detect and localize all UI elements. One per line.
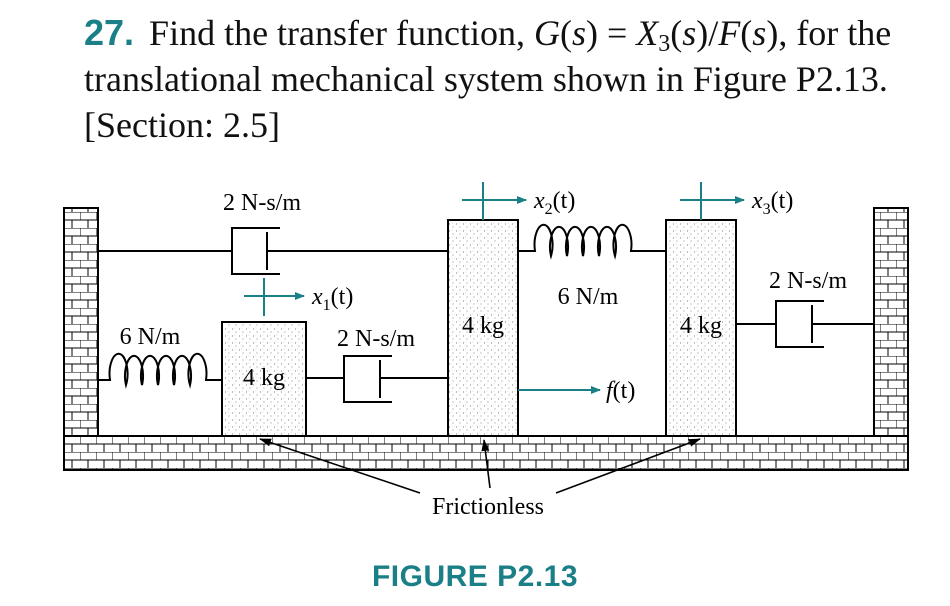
mechanical-system-figure [0, 180, 950, 550]
left-wall [64, 208, 98, 470]
right-wall [874, 208, 908, 470]
figure-caption: FIGURE P2.13 [371, 560, 579, 593]
problem-number: 27. [84, 12, 135, 53]
spring-1 [98, 354, 222, 385]
damper-middle-label: 2 N-s/m [337, 326, 415, 352]
spring-1-label: 6 N/m [119, 324, 181, 350]
problem-statement [84, 10, 914, 148]
spring-2 [518, 225, 666, 256]
x1-indicator [244, 278, 304, 316]
problem-text-intro: Find the transfer function, [149, 13, 525, 53]
mass-2-label: 4 kg [462, 313, 504, 339]
damper-top-label: 2 N-s/m [223, 190, 301, 216]
transfer-function-equation: $G(s) = X_3(s)/F(s)$ [533, 13, 779, 57]
frictionless-label: Frictionless [432, 494, 544, 520]
damper-right-label: 2 N-s/m [769, 268, 847, 294]
mass-1-label: 4 kg [243, 365, 285, 391]
mass-3-label: 4 kg [680, 313, 722, 339]
x3-label: $x_3(t)$ [752, 188, 794, 218]
problem-text-rest: , for the translational mechanical system shown in Figure P2.13. [Section: 2.5] [84, 13, 892, 145]
x2-indicator [462, 182, 526, 220]
x1-label: $x_1(t)$ [312, 284, 354, 314]
spring-2-label: 6 N/m [557, 284, 619, 310]
x2-label: $x_2(t)$ [534, 188, 576, 218]
damper-right [736, 301, 874, 347]
x3-indicator [680, 182, 744, 220]
force-label: f(t) [606, 378, 636, 404]
damper-top [98, 228, 448, 274]
damper-middle [306, 356, 448, 402]
